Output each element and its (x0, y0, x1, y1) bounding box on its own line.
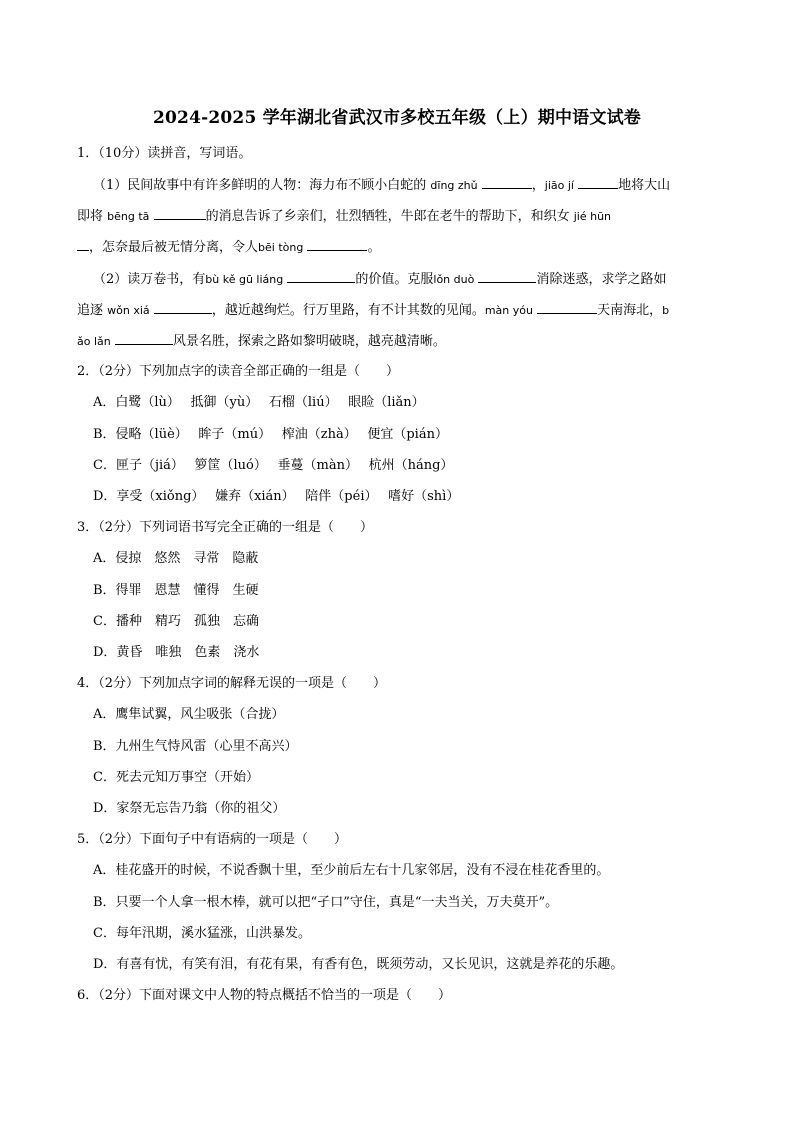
answer-blank[interactable] (154, 207, 206, 220)
answer-blank[interactable] (307, 238, 367, 251)
q1-p1-pinyin-2: jiāo jí (544, 179, 574, 192)
answer-blank[interactable] (77, 238, 89, 251)
q1-p2-pinyin-5b: ǎo lǎn (77, 335, 111, 348)
q1-p2-pinyin-4: màn yóu (484, 304, 533, 317)
answer-blank[interactable] (154, 301, 212, 314)
answer-blank[interactable] (537, 301, 597, 314)
q1-p2-text: 的价值。克服 (355, 272, 434, 287)
q1-p1-pinyin-5: bēi tòng (258, 241, 304, 254)
q1-p1-text: （1）民间故事中有许多鲜明的人物：海力布不顾小白蛇的 (93, 178, 427, 193)
q3-option-a[interactable]: A．侵掠 悠然 寻常 隐蔽 (93, 551, 259, 566)
q1-p2-pinyin-1: bù kě gū liáng (205, 273, 284, 286)
q1-p1-text: 的消息告诉了乡亲们，壮烈牺牲，牛郎在老牛的帮助下，和织女 (205, 209, 570, 224)
answer-blank[interactable] (578, 176, 618, 189)
q1-heading: 1．（10分）读拼音，写词语。 (77, 146, 252, 161)
q1-part1-line3 (77, 238, 380, 257)
q3-option-d[interactable]: D．黄昏 唯独 色素 浇水 (93, 645, 260, 660)
q2-option-d[interactable]: D．享受（xiǒng） 嫌弃（xián） 陪伴（péi） 嗜好（shì） (93, 489, 460, 504)
q1-p2-text: 追逐 (77, 303, 104, 318)
q5-option-b[interactable]: B．只要一个人拿一根木棒，就可以把“孑口”守住，真是“一夫当关，万夫莫开”。 (93, 895, 559, 910)
exam-title: 2024-2025 学年湖北省武汉市多校五年级（上）期中语文试卷 (152, 108, 641, 128)
q2-option-b[interactable]: B．侵略（lüè） 眸子（mú） 榨油（zhà） 便宜（pián） (93, 427, 448, 442)
q1-part1-line1 (93, 176, 670, 195)
answer-blank[interactable] (482, 176, 532, 189)
q1-part1-line2 (77, 207, 611, 226)
q5-option-a[interactable]: A．桂花盛开的时候，不说香飘十里，至少前后左右十几家邻居，没有不浸在桂花香里的。 (93, 863, 610, 878)
answer-blank[interactable] (478, 270, 536, 283)
q1-p1-text: 即将 (77, 209, 104, 224)
q1-p1-pinyin-3: bēng tā (107, 210, 150, 223)
q5-option-c[interactable]: C．每年汛期，溪水猛涨，山洪暴发。 (93, 926, 311, 941)
answer-blank[interactable] (115, 332, 173, 345)
q3-option-b[interactable]: B．得罪 恩慧 懂得 生硬 (93, 583, 259, 598)
q2-option-a[interactable]: A．白鹭（lù） 抵御（yù） 石榴（liú） 眼睑（liǎn） (93, 395, 425, 410)
q1-p2-pinyin-2: lǒn duò (433, 273, 475, 286)
q1-p1-text: 。 (367, 240, 381, 255)
q4-heading: 4．（2分）下列加点字词的解释无误的一项是（ ） (77, 676, 387, 691)
q1-p1-pinyin-4: jié hūn (573, 210, 612, 223)
q2-option-c[interactable]: C．匣子（jiá） 箩筐（luó） 垂蔓（màn） 杭州（háng） (93, 458, 454, 473)
q1-p1-text: 地将大山 (618, 178, 671, 193)
q4-option-a[interactable]: A．鹰隼试翼，风尘吸张（合拢） (93, 707, 285, 722)
q6-heading: 6．（2分）下面对课文中人物的特点概括不恰当的一项是（ ） (77, 988, 452, 1003)
q1-p1-text: ，怎奈最后被无情分离，令人 (89, 240, 259, 255)
q1-p2-pinyin-5a: b (662, 304, 670, 317)
q5-option-d[interactable]: D．有喜有忧，有笑有泪，有花有果，有香有色，既须劳动，又长见识，这就是养花的乐趣。 (93, 957, 624, 972)
q4-option-d[interactable]: D．家祭无忘告乃翁（你的祖父） (93, 801, 286, 816)
q1-p2-text: （2）读万卷书，有 (93, 272, 206, 287)
q3-option-c[interactable]: C．播种 精巧 孤独 忘确 (93, 614, 259, 629)
q1-p2-pinyin-3: wǒn xiá (107, 304, 150, 317)
q1-part2-line1 (93, 270, 667, 289)
q1-p2-text: 天南海北， (597, 303, 663, 318)
q3-heading: 3．（2分）下列词语书写完全正确的一组是（ ） (77, 520, 374, 535)
q1-p2-text: 风景名胜，探索之路如黎明破晓，越亮越清晰。 (172, 334, 446, 349)
q1-part2-line3 (77, 332, 446, 351)
q1-p1-pinyin-1: dīng zhǔ (430, 179, 478, 192)
q5-heading: 5．（2分）下面句子中有语病的一项是（ ） (77, 832, 348, 847)
q1-p1-sep: ， (531, 178, 545, 193)
q4-option-b[interactable]: B．九州生气恃风雷（心里不高兴） (93, 739, 298, 754)
q4-option-c[interactable]: C．死去元知万事空（开始） (93, 770, 259, 785)
q1-p2-text: ，越近越绚烂。行万里路，有不计其数的见闻。 (211, 303, 485, 318)
q1-p2-text: 消除迷惑，求学之路如 (536, 272, 667, 287)
answer-blank[interactable] (287, 270, 355, 283)
q2-heading: 2．（2分）下列加点字的读音全部正确的一组是（ ） (77, 364, 400, 379)
q1-part2-line2 (77, 301, 669, 320)
